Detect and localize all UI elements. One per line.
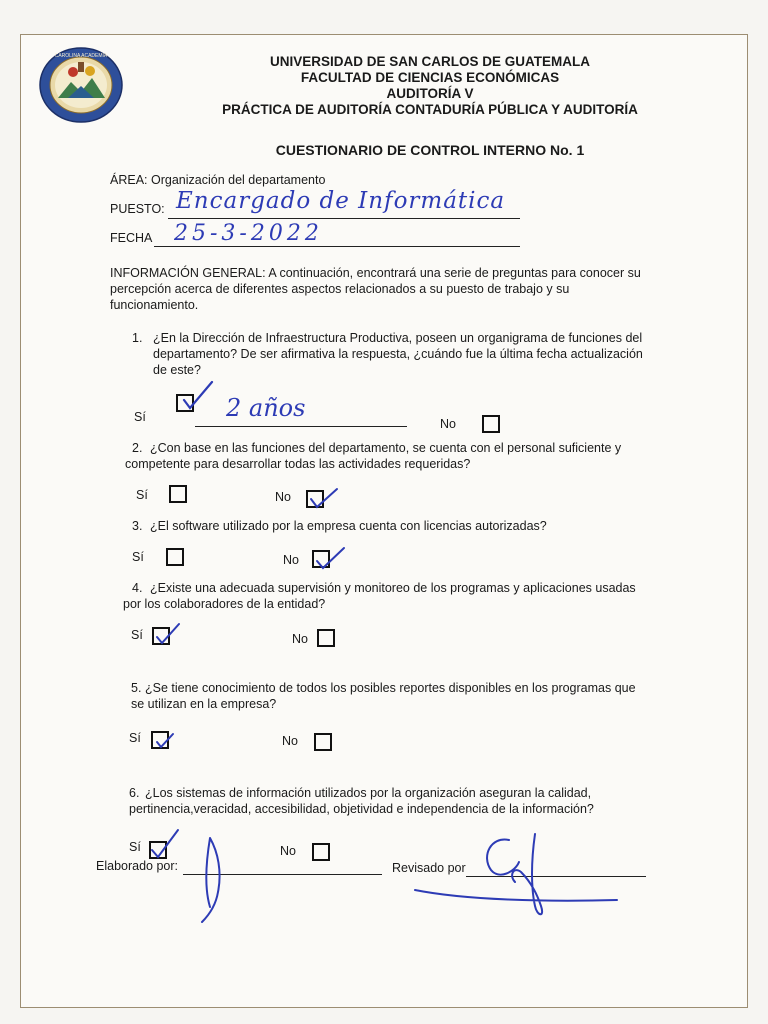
q1-number: 1. xyxy=(132,331,143,345)
q6-yes-check-icon xyxy=(147,826,181,860)
q2-number: 2. xyxy=(132,441,143,455)
q5-number: 5. xyxy=(131,681,142,695)
fecha-handwritten[interactable]: 25-3-2022 xyxy=(174,221,323,246)
q6-text-1: ¿Los sistemas de información utilizados por la organización aseguran la calidad, xyxy=(145,786,592,800)
q6-number: 6. xyxy=(129,786,140,800)
q4-number: 4. xyxy=(132,581,143,595)
q2-text-2: competente para desarrollar todas las actividades requeridas? xyxy=(125,457,471,471)
q6-yes-label: Sí xyxy=(129,840,141,854)
q3-text-1: ¿El software utilizado por la empresa cuenta con licencias autorizadas? xyxy=(150,519,547,533)
q5-text-1: ¿Se tiene conocimiento de todos los posibles reportes disponibles en los programas que xyxy=(145,681,636,695)
q4-text-1: ¿Existe una adecuada supervisión y monitoreo de los programas y aplicaciones usadas xyxy=(150,581,636,595)
q3-number: 3. xyxy=(132,519,143,533)
faculty-name: FACULTAD DE CIENCIAS ECONÓMICAS xyxy=(300,70,560,85)
q2-no-check-icon xyxy=(306,485,340,511)
area-value: Organización del departamento xyxy=(151,173,326,187)
q1-no-checkbox[interactable] xyxy=(482,415,500,433)
puesto-line xyxy=(168,218,520,219)
q1-text-2: departamento? De ser afirmativa la respuesta, ¿cuándo fue la última fecha actualización xyxy=(153,347,643,361)
q4-yes-check-icon xyxy=(152,620,182,646)
area-label: ÁREA: xyxy=(110,173,148,187)
q6-text-2: pertinencia,veracidad, accesibilidad, objetividad e independencia de la información? xyxy=(129,802,594,816)
q1-no-label: No xyxy=(440,417,456,431)
q1-yes-label: Sí xyxy=(134,410,146,424)
q1-text-1: ¿En la Dirección de Infraestructura Productiva, poseen un organigrama de funciones del xyxy=(153,331,643,345)
q5-no-checkbox[interactable] xyxy=(314,733,332,751)
q1-text-3: de este? xyxy=(153,363,201,377)
q1-yes-check-icon xyxy=(180,378,216,412)
q3-no-label: No xyxy=(283,553,299,567)
q3-yes-checkbox[interactable] xyxy=(166,548,184,566)
q4-no-label: No xyxy=(292,632,308,646)
area-row xyxy=(110,172,325,188)
fecha-label: FECHA xyxy=(110,231,153,245)
q4-no-checkbox[interactable] xyxy=(317,629,335,647)
university-seal-logo xyxy=(38,46,124,124)
puesto-handwritten[interactable]: Encargado de Informática xyxy=(176,188,506,214)
q5-no-label: No xyxy=(282,734,298,748)
q5-yes-label: Sí xyxy=(129,731,141,745)
q5-text-2: se utilizan en la empresa? xyxy=(131,697,277,711)
revisado-signature xyxy=(395,826,630,926)
q3-no-check-icon xyxy=(312,545,346,571)
q1-note-handwritten[interactable]: 2 años xyxy=(226,394,306,422)
revisado-label: Revisado por xyxy=(392,861,466,875)
q6-no-label: No xyxy=(280,844,296,858)
q2-no-label: No xyxy=(275,490,291,504)
q2-yes-checkbox[interactable] xyxy=(169,485,187,503)
form-title: CUESTIONARIO DE CONTROL INTERNO No. 1 xyxy=(275,142,585,158)
svg-text:CAROLINA ACADEMIA: CAROLINA ACADEMIA xyxy=(54,53,108,59)
q3-yes-label: Sí xyxy=(132,550,144,564)
practice-name: PRÁCTICA DE AUDITORÍA CONTADURÍA PÚBLICA Y AUDITORÍA xyxy=(222,102,638,117)
course-name: AUDITORÍA V xyxy=(386,86,474,101)
q2-yes-label: Sí xyxy=(136,488,148,502)
elaborado-label: Elaborado por: xyxy=(96,859,179,873)
q1-answer-line xyxy=(195,426,407,427)
q4-yes-label: Sí xyxy=(131,628,143,642)
q4-text-2: por los colaboradores de la entidad? xyxy=(123,597,326,611)
university-name: UNIVERSIDAD DE SAN CARLOS DE GUATEMALA xyxy=(269,54,590,69)
q5-yes-check-icon xyxy=(151,728,177,752)
fecha-line xyxy=(154,246,520,247)
puesto-label: PUESTO: xyxy=(110,202,165,216)
elaborado-signature xyxy=(188,832,248,932)
q6-no-checkbox[interactable] xyxy=(312,843,330,861)
intro-text: INFORMACIÓN GENERAL: A continuación, encontrará una serie de preguntas para conocer su percepción acerca de diferentes aspectos relacionados a su puesto de trabajo y su funcionamiento. xyxy=(110,266,641,312)
q2-text-1: ¿Con base en las funciones del departamento, se cuenta con el personal suficiente y xyxy=(150,441,622,455)
